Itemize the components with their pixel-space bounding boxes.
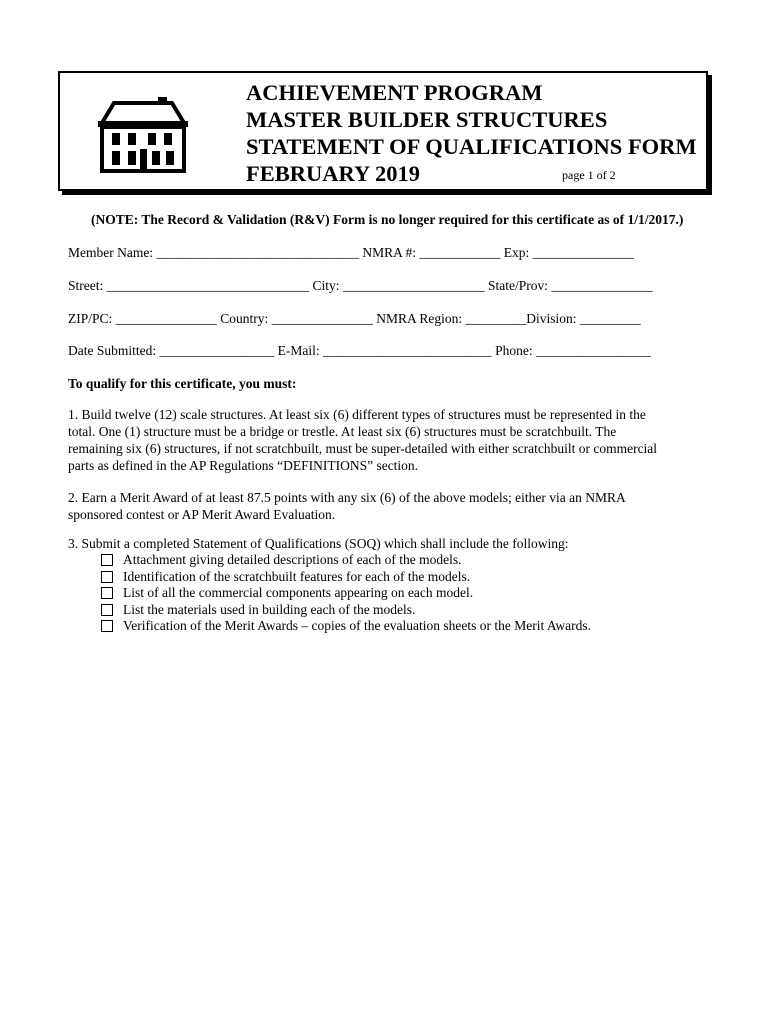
checklist-label: Identification of the scratchbuilt features for each of the models. [123, 568, 471, 584]
checkbox[interactable] [101, 587, 113, 599]
checkbox[interactable] [101, 620, 113, 632]
page-number: page 1 of 2 [562, 168, 616, 182]
title-line: FEBRUARY 2019 [246, 161, 421, 186]
title-line: STATEMENT OF QUALIFICATIONS FORM [246, 134, 697, 159]
checklist-label: Attachment giving detailed descriptions of each of the models. [123, 552, 462, 568]
form-title [246, 79, 697, 187]
member-info-line[interactable]: Member Name: ______________________________ NMRA #: ____________ Exp: _______________ [68, 245, 634, 260]
requirement-line: parts as defined in the AP Regulations “DEFINITIONS” section. [68, 458, 419, 473]
requirement-line: total. One (1) structure must be a bridge or trestle. At least six (6) structures must be scratchbuilt. The [68, 424, 617, 439]
title-line: ACHIEVEMENT PROGRAM [246, 80, 543, 105]
checklist-item [101, 585, 591, 602]
title-line: MASTER BUILDER STRUCTURES [246, 107, 608, 132]
requirement-1 [68, 406, 657, 474]
checkbox[interactable] [101, 554, 113, 566]
address-line[interactable]: Street: ______________________________ City: _____________________ State/Prov: _______________ [68, 278, 653, 293]
checklist-label: List the materials used in building each of the models. [123, 601, 416, 617]
requirement-3: 3. Submit a completed Statement of Qualifications (SOQ) which shall include the following: [68, 536, 569, 551]
contact-line[interactable]: Date Submitted: _________________ E-Mail: _________________________ Phone: _________________ [68, 343, 651, 358]
qualify-heading: To qualify for this certificate, you must: [68, 376, 297, 391]
checkbox[interactable] [101, 604, 113, 616]
requirement-2 [68, 489, 626, 523]
requirement-line: sponsored contest or AP Merit Award Evaluation. [68, 507, 336, 522]
soq-checklist [101, 552, 591, 635]
checklist-item [101, 552, 591, 569]
region-line[interactable]: ZIP/PC: _______________ Country: _______________ NMRA Region: _________Division: _________ [68, 311, 641, 326]
checklist-item [101, 569, 591, 586]
checkbox[interactable] [101, 571, 113, 583]
checklist-item [101, 602, 591, 619]
checklist-item [101, 618, 591, 635]
house-icon [92, 93, 190, 178]
requirement-line: 2. Earn a Merit Award of at least 87.5 points with any six (6) of the above models; either via an NMRA [68, 490, 626, 505]
requirement-line: remaining six (6) structures, if not scratchbuilt, must be super-detailed with either scratchbuilt or commercial [68, 441, 658, 456]
checklist-label: List of all the commercial components appearing on each model. [123, 585, 474, 601]
requirement-line: 1. Build twelve (12) scale structures. At least six (6) different types of structures must be represented in the [68, 407, 646, 422]
header-box [58, 71, 708, 191]
checklist-label: Verification of the Merit Awards – copies of the evaluation sheets or the Merit Awards. [123, 618, 592, 634]
note: (NOTE: The Record & Validation (R&V) Form is no longer required for this certificate as of 1/1/2017.) [91, 212, 684, 227]
